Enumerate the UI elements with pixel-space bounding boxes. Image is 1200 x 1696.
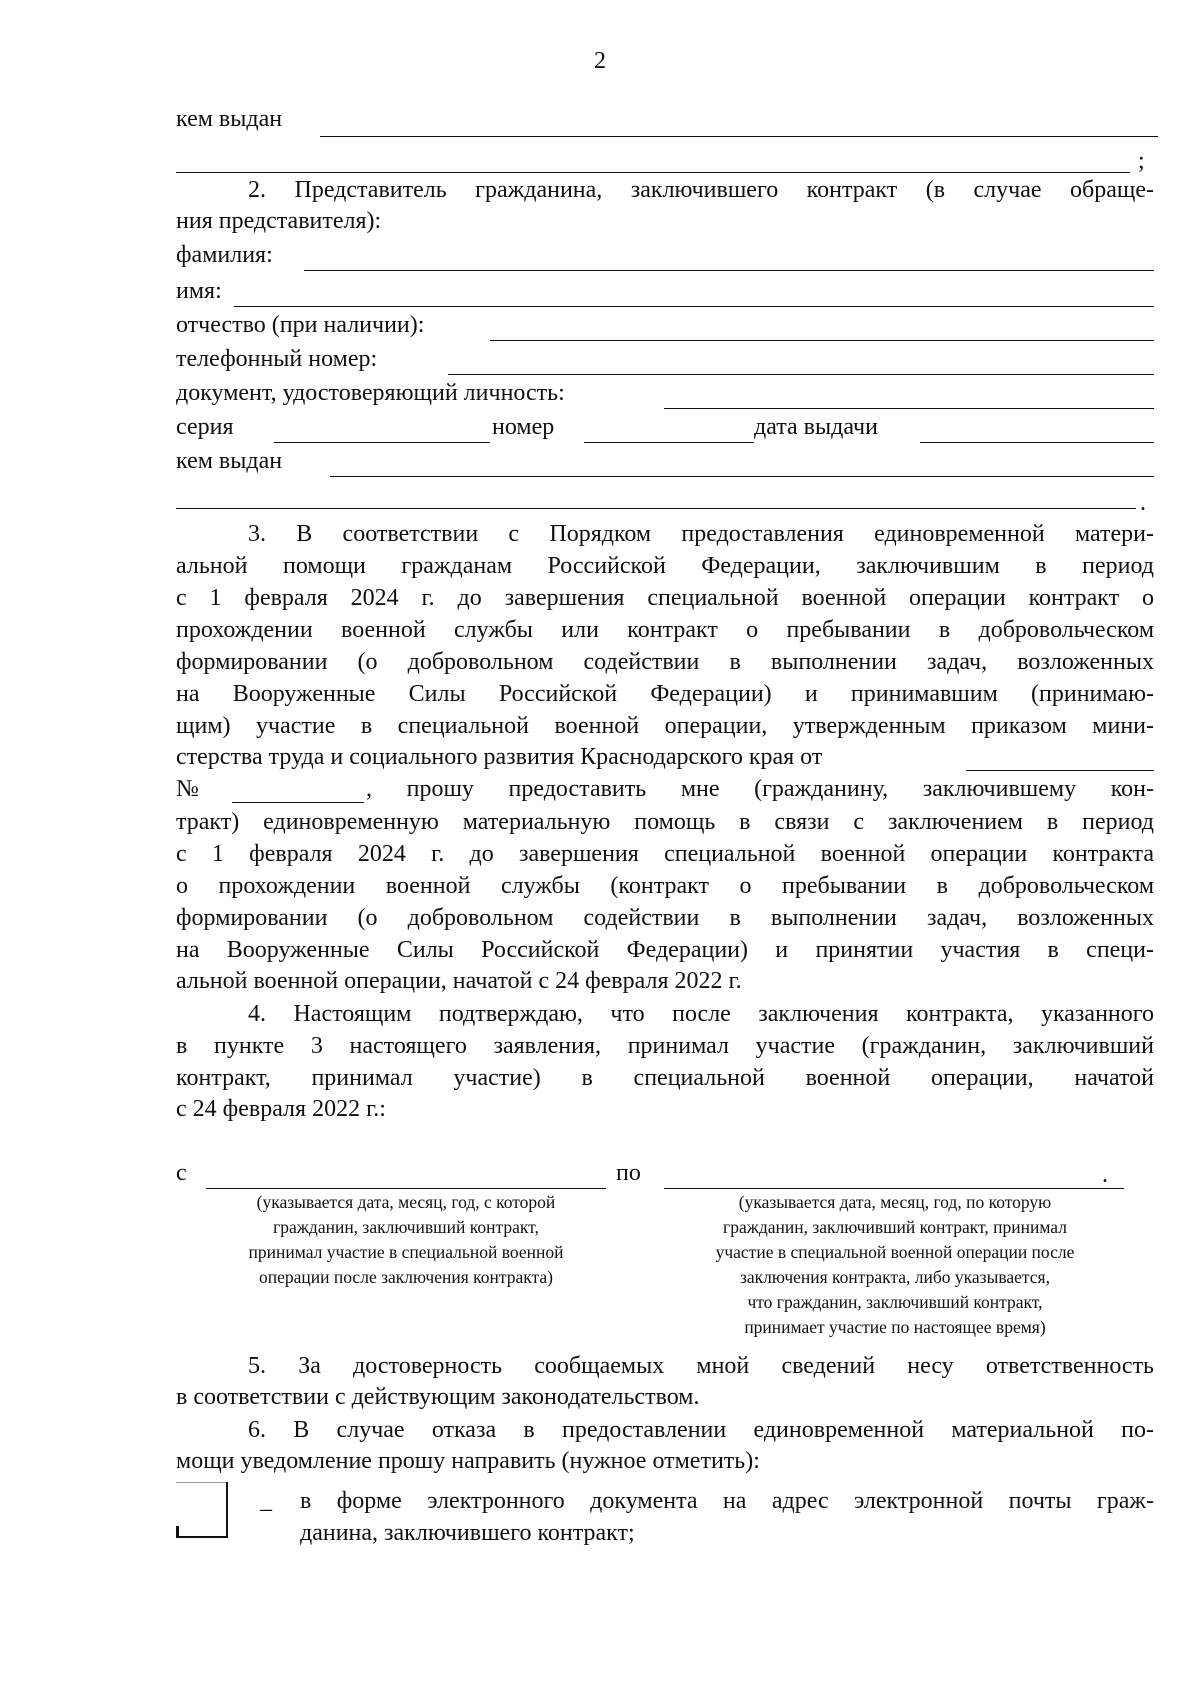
patronymic-field[interactable] [490, 340, 1154, 341]
section6-line1: 6. В случае отказа в предоставлении единовременной материальной по- [248, 1417, 1154, 1443]
issued-by-field-1[interactable] [320, 136, 1158, 137]
issued-by-label-1: кем выдан [176, 106, 283, 132]
section3-line: альной помощи гражданам Российской Федерации, заключившим в период [176, 553, 1154, 579]
issued-by-label-2: кем выдан [176, 448, 283, 474]
surname-label: фамилия: [176, 242, 273, 268]
issue-date-label: дата выдачи [754, 414, 878, 440]
issued-by-field-2-cont[interactable] [176, 508, 1136, 509]
email-notification-checkbox[interactable] [176, 1482, 230, 1538]
number-label: номер [492, 414, 555, 440]
from-label: с [176, 1160, 187, 1186]
section4-line: 4. Настоящим подтверждаю, что после заключения контракта, указанного [248, 1001, 1154, 1027]
section4-end-mark: . [1102, 1162, 1108, 1188]
name-label: имя: [176, 278, 222, 304]
from-date-caption [186, 1190, 626, 1290]
email-option-line2: данина, заключившего контракт; [300, 1520, 635, 1546]
section3-line: формировании (о добровольном содействии в выполнении задач, возложенных [176, 905, 1154, 931]
section6-line2: мощи уведомление прошу направить (нужное отметить): [176, 1448, 760, 1474]
order-date-field[interactable] [966, 770, 1154, 771]
section3-line: на Вооруженные Силы Российской Федерации) и принимавшим (принимаю- [176, 681, 1154, 707]
section3-line9-rest: , прошу предоставить мне (гражданину, заключившему кон- [366, 776, 1154, 802]
number-sign: № [176, 776, 199, 802]
section3-line: на Вооруженные Силы Российской Федерации) и принятии участия в специ- [176, 937, 1154, 963]
section3-line: альной военной операции, начатой с 24 февраля 2022 г. [176, 968, 742, 994]
caption-line: гражданин, заключивший контракт, [273, 1217, 539, 1237]
id-document-field[interactable] [664, 408, 1154, 409]
section3-line: стерства труда и социального развития Краснодарского края от [176, 744, 823, 770]
section3-line: о прохождении военной службы (контракт о пребывании в добровольческом [176, 873, 1154, 899]
to-date-field[interactable] [664, 1188, 1124, 1189]
caption-line: операции после заключения контракта) [259, 1267, 553, 1287]
surname-field[interactable] [304, 270, 1154, 271]
section3-line: с 1 февраля 2024 г. до завершения специальной военной операции контракт о [176, 585, 1154, 611]
series-field[interactable] [274, 442, 490, 443]
section4-line: контракт, принимал участие) в специальной военной операции, начатой [176, 1065, 1154, 1091]
section1-end-mark: ; [1138, 148, 1145, 174]
section3-line: тракт) единовременную материальную помощь в связи с заключением в период [176, 809, 1154, 835]
caption-line: (указывается дата, месяц, год, по которую [738, 1192, 1052, 1212]
section4-line: с 24 февраля 2022 г.: [176, 1096, 386, 1122]
caption-line: заключения контракта, либо указывается, [740, 1267, 1050, 1287]
id-document-label: документ, удостоверяющий личность: [176, 380, 565, 406]
section5-line1: 5. За достоверность сообщаемых мной сведений несу ответственность [248, 1353, 1154, 1379]
issued-by-field-1-cont[interactable] [176, 172, 1130, 173]
patronymic-label: отчество (при наличии): [176, 312, 425, 338]
caption-line: принимает участие по настоящее время) [744, 1317, 1046, 1337]
page-number: 2 [594, 48, 606, 74]
series-label: серия [176, 414, 234, 440]
to-label: по [616, 1160, 641, 1186]
section3-line: щим) участие в специальной военной операции, утвержденным приказом мини- [176, 713, 1154, 739]
section2-heading-line1: 2. Представитель гражданина, заключившего контракт (в случае обраще- [248, 177, 1154, 203]
option-dash: _ [260, 1488, 272, 1514]
section3-line: формировании (о добровольном содействии в выполнении задач, возложенных [176, 649, 1154, 675]
section2-end-mark: . [1140, 490, 1146, 516]
issued-by-field-2[interactable] [330, 476, 1154, 477]
caption-line: участие в специальной военной операции после [715, 1242, 1075, 1262]
section2-heading-line2: ния представителя): [176, 208, 382, 234]
caption-line: принимал участие в специальной военной [248, 1242, 564, 1262]
caption-line: что гражданин, заключивший контракт, [747, 1292, 1043, 1312]
phone-field[interactable] [448, 374, 1154, 375]
issue-date-field[interactable] [920, 442, 1154, 443]
section5-line2: в соответствии с действующим законодательством. [176, 1384, 700, 1410]
section3-line: с 1 февраля 2024 г. до завершения специальной военной операции контракта [176, 841, 1154, 867]
section4-line: в пункте 3 настоящего заявления, принимал участие (гражданин, заключивший [176, 1033, 1154, 1059]
email-option-line1: в форме электронного документа на адрес электронной почты граж- [300, 1488, 1154, 1514]
section3-line: 3. В соответствии с Порядком предоставления единовременной матери- [248, 521, 1154, 547]
section3-line: прохождении военной службы или контракт о пребывании в добровольческом [176, 617, 1154, 643]
number-field[interactable] [584, 442, 754, 443]
name-field[interactable] [234, 306, 1154, 307]
to-date-caption [650, 1190, 1140, 1340]
caption-line: (указывается дата, месяц, год, с которой [256, 1192, 556, 1212]
order-number-field[interactable] [232, 802, 364, 803]
caption-line: гражданин, заключивший контракт, принимал [723, 1217, 1067, 1237]
from-date-field[interactable] [206, 1188, 606, 1189]
phone-label: телефонный номер: [176, 346, 378, 372]
